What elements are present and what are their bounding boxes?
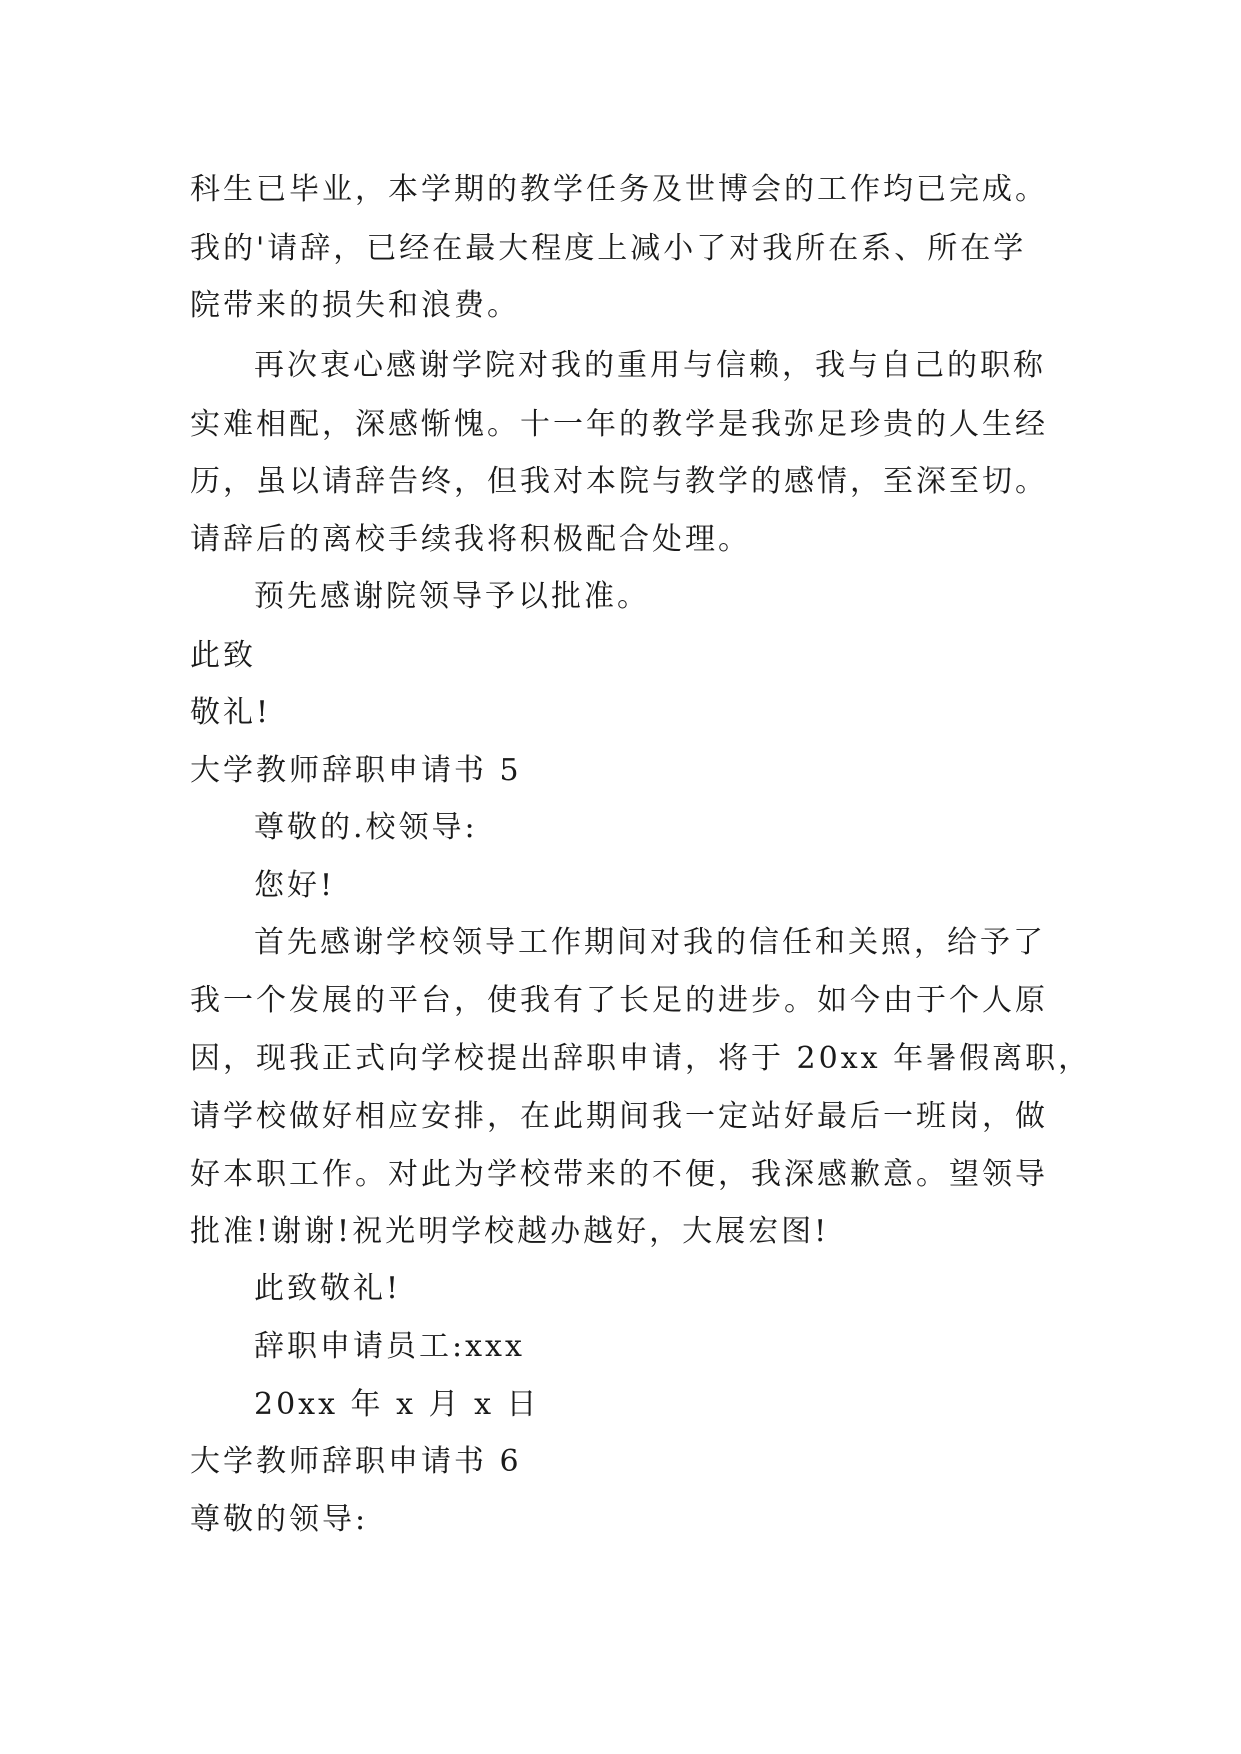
section-heading: 大学教师辞职申请书 6: [190, 1444, 522, 1479]
salutation: 尊敬的.校领导:: [254, 810, 478, 845]
body-text-line: 我的'请辞，已经在最大程度上减小了对我所在系、所在学: [190, 231, 1027, 266]
closing-line: 此致敬礼!: [254, 1271, 402, 1306]
body-text-line: 首先感谢学校领导工作期间对我的信任和关照，给予了: [254, 925, 1046, 960]
section-heading: 大学教师辞职申请书 5: [190, 753, 522, 788]
body-text-line: 院带来的损失和浪费。: [190, 288, 520, 323]
body-text-line: 预先感谢院领导予以批准。: [254, 579, 650, 614]
body-text-line: 再次衷心感谢学院对我的重用与信赖，我与自己的职称: [254, 348, 1046, 383]
body-text-line: 批准!谢谢!祝光明学校越办越好，大展宏图!: [190, 1214, 830, 1249]
body-text-line: 科生已毕业，本学期的教学任务及世博会的工作均已完成。: [190, 172, 1048, 207]
body-text-line: 因，现我正式向学校提出辞职申请，将于 20xx 年暑假离职，: [190, 1041, 1092, 1076]
closing-line: 此致: [190, 638, 256, 673]
body-text-line: 历，虽以请辞告终，但我对本院与教学的感情，至深至切。: [190, 464, 1048, 499]
body-text-line: 请辞后的离校手续我将积极配合处理。: [190, 522, 751, 557]
date-line: 20xx 年 x 月 x 日: [254, 1387, 540, 1422]
body-text-line: 好本职工作。对此为学校带来的不便，我深感歉意。望领导: [190, 1157, 1048, 1192]
closing-line: 敬礼!: [190, 695, 272, 730]
body-text-line: 我一个发展的平台，使我有了长足的进步。如今由于个人原: [190, 983, 1048, 1018]
greeting: 您好!: [254, 868, 336, 903]
body-text-line: 实难相配，深感惭愧。十一年的教学是我弥足珍贵的人生经: [190, 407, 1048, 442]
signature-line: 辞职申请员工:xxx: [254, 1329, 525, 1364]
salutation: 尊敬的领导:: [190, 1502, 369, 1537]
body-text-line: 请学校做好相应安排，在此期间我一定站好最后一班岗，做: [190, 1099, 1048, 1134]
